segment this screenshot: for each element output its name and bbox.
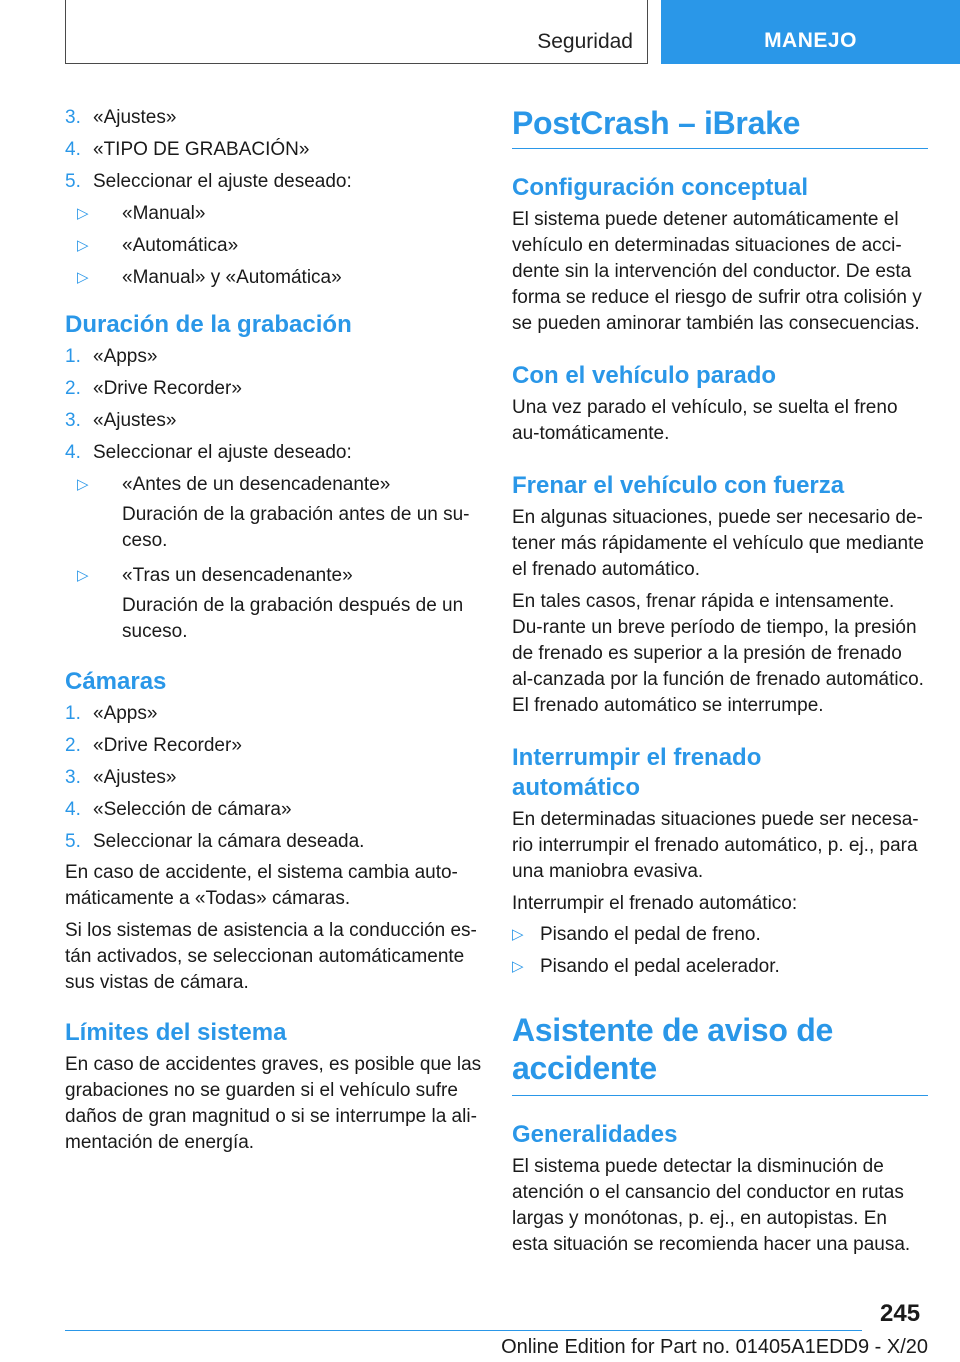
heading-camaras: Cámaras: [65, 668, 167, 695]
heading-config: Configuración conceptual: [512, 174, 809, 201]
list-item: ▷ «Tras un desencadenante»: [65, 560, 483, 592]
heading-divider: [512, 148, 928, 149]
list-item: ▷ «Manual»: [65, 198, 483, 230]
page-header: [0, 0, 960, 66]
list-item: 4. «Selección de cámara»: [65, 799, 292, 820]
list-item: 2. «Drive Recorder»: [65, 378, 242, 399]
paragraph-frenar-1: En algunas situaciones, puede ser necesario de-tener más rápidamente el vehículo que mediante el frenado automático.: [512, 507, 924, 580]
list-item: 3. «Ajustes»: [65, 767, 177, 788]
list-item: 4. Seleccionar el ajuste deseado:: [65, 442, 352, 463]
triangle-bullet-icon: ▷: [77, 205, 89, 222]
paragraph-camaras-1: En caso de accidente, el sistema cambia auto-máticamente a «Todas» cámaras.: [65, 862, 458, 909]
list-item: 3. «Ajustes»: [65, 107, 177, 128]
header-chapter-label: MANEJO: [764, 29, 857, 52]
list-item: 2. «Drive Recorder»: [65, 735, 242, 756]
list-item: ▷ «Antes de un desencadenante»: [65, 469, 483, 501]
list-item: 1. «Apps»: [65, 703, 158, 724]
list-item: 4. «TIPO DE GRABACIÓN»: [65, 139, 310, 160]
steps-list-camaras: [65, 698, 483, 858]
list-item: ▷ «Manual» y «Automática»: [65, 262, 483, 294]
paragraph-frenar-2: En tales casos, frenar rápida e intensamente. Du-rante un breve período de tiempo, la presión de frenado es superior a la presión de frenado al-canzada por la función de frenado automático. El frenado automático se interrumpe.: [512, 591, 924, 716]
paragraph-interrumpir-1: En determinadas situaciones puede ser necesa-rio interrumpir el frenado automático, p. ej., para una maniobra evasiva.: [512, 809, 919, 882]
list-item: 3. «Ajustes»: [65, 410, 177, 431]
page-number: 245: [880, 1300, 921, 1327]
paragraph-camaras-2: Si los sistemas de asistencia a la conducción es-tán activados, se seleccionan automáticamente sus vistas de cámara.: [65, 920, 477, 993]
heading-generalidades: Generalidades: [512, 1121, 678, 1148]
list-item: 1. «Apps»: [65, 346, 158, 367]
list-item-description: Duración de la grabación después de un suceso.: [122, 595, 464, 642]
paragraph-config: El sistema puede detener automáticamente el vehículo en determinadas situaciones de acci-dente sin la intervención del conductor. De esta forma se reduce el riesgo de sufrir otra colisión y se pueden aminorar también las consecuencias.: [512, 209, 922, 334]
header-section-box: [65, 0, 648, 64]
triangle-bullet-icon: ▷: [512, 926, 524, 943]
heading-divider: [512, 1095, 928, 1096]
list-item-description: Duración de la grabación antes de un su-ceso.: [122, 504, 470, 551]
right-column: [512, 100, 928, 1258]
list-item: ▷ Pisando el pedal acelerador.: [512, 951, 928, 983]
heading-duracion: Duración de la grabación: [65, 311, 352, 338]
header-chapter-tab[interactable]: [661, 0, 960, 64]
heading-postcrash: PostCrash – iBrake: [512, 105, 801, 141]
list-item: ▷ «Automática»: [65, 230, 483, 262]
triangle-bullet-icon: ▷: [77, 269, 89, 286]
list-item: 5. Seleccionar el ajuste deseado:: [65, 171, 352, 192]
footer-divider: [65, 1330, 862, 1331]
triangle-bullet-icon: ▷: [77, 567, 89, 584]
list-item: ▷ Pisando el pedal de freno.: [512, 919, 928, 951]
triangle-bullet-icon: ▷: [77, 476, 89, 493]
header-section-title: Seguridad: [537, 30, 633, 53]
heading-interrumpir: Interrumpir el frenado automático: [512, 744, 762, 801]
paragraph-limites: En caso de accidentes graves, es posible que las grabaciones no se guarden si el vehículo sufre daños de gran magnitud o si se interrumpe la ali-mentación de energía.: [65, 1054, 482, 1153]
heading-parado: Con el vehículo parado: [512, 362, 777, 389]
footer-edition: Online Edition for Part no. 01405A1EDD9 - X/20: [501, 1336, 928, 1358]
heading-limites: Límites del sistema: [65, 1019, 287, 1046]
triangle-bullet-icon: ▷: [77, 237, 89, 254]
left-column: [65, 100, 483, 1156]
option-sublist: [65, 198, 483, 294]
list-item: 5. Seleccionar la cámara deseada.: [65, 831, 365, 852]
paragraph-parado: Una vez parado el vehículo, se suelta el freno au-tomáticamente.: [512, 397, 898, 444]
heading-asistente: Asistente de aviso de accidente: [512, 1012, 833, 1086]
trigger-sublist: [65, 469, 483, 645]
interrumpir-bullets: [512, 919, 928, 983]
paragraph-interrumpir-2: Interrumpir el frenado automático:: [512, 893, 798, 914]
paragraph-generalidades: El sistema puede detectar la disminución de atención o el cansancio del conductor en rutas largas y monótonas, p. ej., en autopistas. En esta situación se recomienda hacer una pausa.: [512, 1156, 911, 1255]
steps-list-grabacion: [65, 102, 483, 198]
steps-list-duracion: [65, 341, 483, 469]
heading-frenar: Frenar el vehículo con fuerza: [512, 472, 845, 499]
triangle-bullet-icon: ▷: [512, 958, 524, 975]
